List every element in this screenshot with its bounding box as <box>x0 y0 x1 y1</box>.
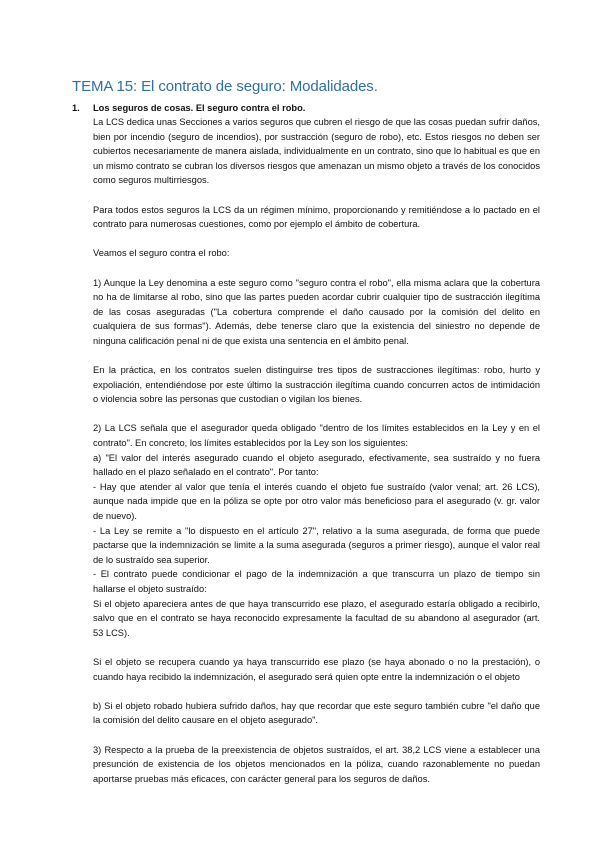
section-title: Los seguros de cosas. El seguro contra el robo. <box>93 103 306 113</box>
page-title: TEMA 15: El contrato de seguro: Modalidades. <box>72 78 378 95</box>
paragraph-objeto-recupera: Si el objeto se recupera cuando ya haya transcurrido ese plazo (se haya abonado o no la prestación), o cuando haya recibido la indemnización, el asegurado será quien opte entre la indemnización o el objeto <box>93 656 540 682</box>
paragraph-point-3: 3) Respecto a la prueba de la preexistencia de objetos sustraídos, el art. 38,2 LCS viene a establecer una presunción de existencia de los objetos mencionados en la póliza, cuando razonablemente no puedan aportarse pruebas más eficaces, con carácter general para los seguros de daños. <box>93 744 540 784</box>
paragraph-point-2b: b) Si el objeto robado hubiera sufrido daños, hay que recordar que este seguro también cubre "el daño que la comisión del delito causare en el objeto asegurado". <box>93 700 540 726</box>
section-number: 1. <box>72 103 80 113</box>
paragraph-point-2a: a) "El valor del interés asegurado cuando el objeto asegurado, efectivamente, sea sustraído y no fuera hallado en el plazo señalado en el contrato". Por tanto: <box>93 452 540 478</box>
paragraph-intro: La LCS dedica unas Secciones a varios seguros que cubren el riesgo de que las cosas puedan sufrir daños, bien por incendio (seguro de incendios), por sustracción (seguro de robo), etc. Estos riesgos no deben ser cubiertos necesariamente de manera aislada, individualmente en un contrato, sino que lo habitual es que en un mismo contrato se cubran los diversos riesgos que amenazan un mismo objeto a través de los conocidos como seguros multirriesgos. <box>93 117 540 186</box>
paragraph-objeto-aparece: Si el objeto apareciera antes de que haya transcurrido ese plazo, el asegurado estaría obligado a recibirlo, salvo que en el contrato se haya reconocido expresamente la facultad de su abandono al asegurador (art. 53 LCS). <box>93 598 540 638</box>
paragraph-point-1: 1) Aunque la Ley denomina a este seguro como "seguro contra el robo", ella misma aclara que la cobertura no ha de limitarse al robo, sino que las partes pueden acordar cubrir cualquier tipo de sustracción ilegítima de las cosas aseguradas ("La cobertura comprende el daño causado por la comisión del delito en cualquiera de sus formas"). Además, debe tenerse claro que la existencia del siniestro no depende de ninguna calificación penal ni de que exista una sentencia en el ámbito penal. <box>93 277 540 346</box>
paragraph-regimen: Para todos estos seguros la LCS da un régimen mínimo, proporcionando y remitiéndose a lo pactado en el contrato para numerosas cuestiones, como por ejemplo el ámbito de cobertura. <box>93 204 540 230</box>
paragraph-point-2: 2) La LCS señala que el asegurador queda obligado "dentro de los límites establecidos en la Ley y en el contrato". En concreto, los límites establecidos por la Ley son los siguientes: <box>93 423 540 449</box>
paragraph-bullet-plazo: - El contrato puede condicionar el pago de la indemnización a que transcurra un plazo de tiempo sin hallarse el objeto sustraído: <box>93 569 540 594</box>
paragraph-bullet-valor: - Hay que atender al valor que tenía el interés cuando el objeto fue sustraído (valor venal; art. 26 LCS), aunque nada impide que en la póliza se opte por otro valor más beneficioso para el asegurado (v. gr. valor de nuevo). <box>93 481 540 522</box>
paragraph-veamos: Veamos el seguro contra el robo: <box>93 248 230 259</box>
paragraph-bullet-remision: - La Ley se remite a "lo dispuesto en el artículo 27", relativo a la suma asegurada, de forma que puede pactarse que la indemnización se limite a la suma asegurada (seguros a primer riesgo), aunque el valor real de lo sustraído sea superior. <box>93 525 540 565</box>
section-body <box>93 115 540 786</box>
paragraph-practica: En la práctica, en los contratos suelen distinguirse tres tipos de sustracciones ilegítimas: robo, hurto y expoliación, entendiéndose por este último la sustracción ilegítima cuando concurren actos de intimidación o violencia sobre las personas que custodian o vigilan los bienes. <box>93 365 540 405</box>
section-heading <box>72 103 540 113</box>
